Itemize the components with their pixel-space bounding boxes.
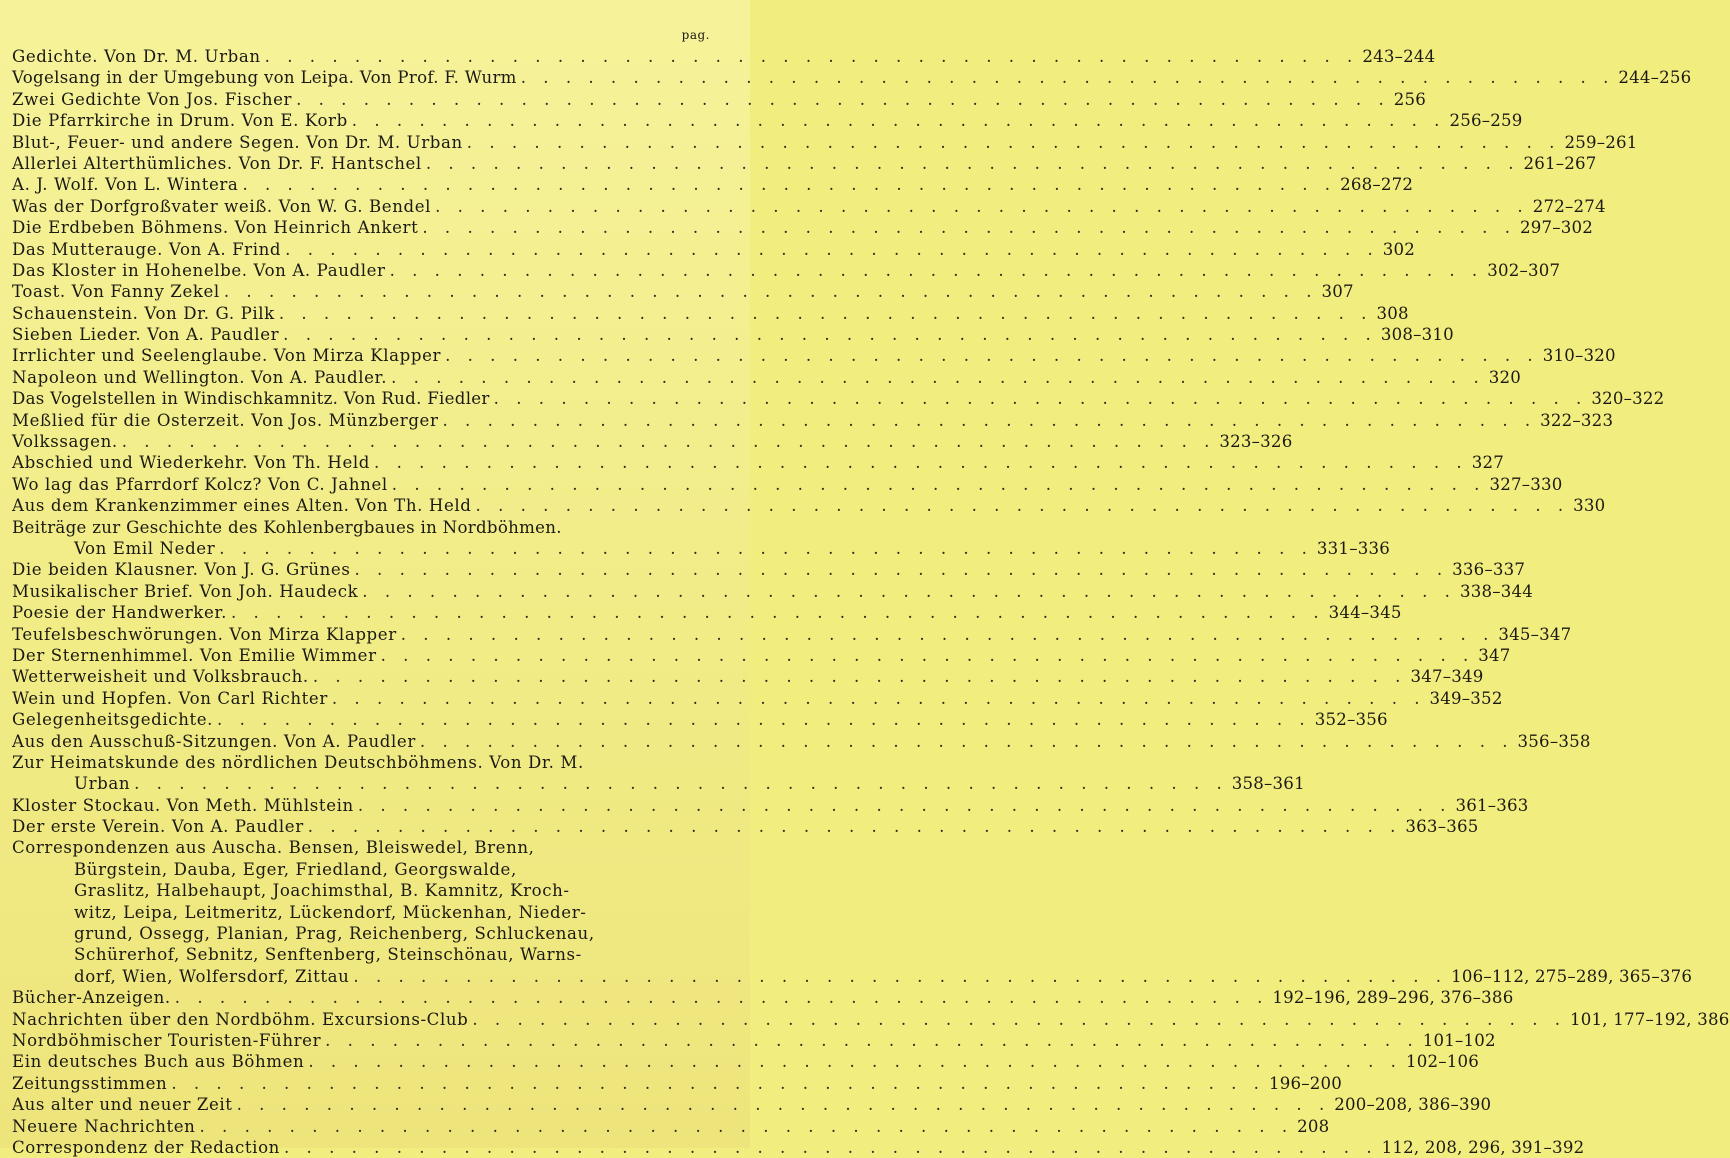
toc-pages: 323–326	[1219, 432, 1293, 452]
toc-pages: 256–259	[1449, 111, 1523, 131]
leader-dots	[308, 1051, 1402, 1072]
toc-title: Ein deutsches Buch aus Böhmen	[12, 1052, 305, 1072]
toc-title: Die beiden Klausner. Von J. G. Grünes	[12, 560, 351, 580]
toc-title: Irrlichter und Seelenglaube. Von Mirza Klapper	[12, 346, 442, 366]
toc-pages: 200–208, 386–390	[1334, 1095, 1492, 1115]
leader-dots	[175, 987, 1269, 1008]
toc-title: dorf, Wien, Wolfersdorf, Zittau	[74, 966, 350, 986]
toc-entry	[12, 602, 1402, 623]
leader-dots	[381, 645, 1475, 666]
toc-entry	[12, 452, 1504, 473]
toc-pages: 331–336	[1316, 538, 1390, 558]
toc-title: Vogelsang in der Umgebung von Leipa. Von Prof. F. Wurm	[12, 68, 517, 88]
leader-dots	[296, 89, 1390, 110]
toc-title: Musikalischer Brief. Von Joh. Haudeck	[12, 581, 359, 601]
toc-entry	[12, 388, 1665, 409]
toc-title: Neuere Nachrichten	[12, 1116, 196, 1136]
toc-title-line: Bürgstein, Dauba, Eger, Friedland, Georgswalde,	[74, 859, 517, 879]
toc-title: Wo lag das Pfarrdorf Kolcz? Von C. Jahnel	[12, 474, 388, 494]
toc-entry	[12, 324, 1454, 345]
toc-entry	[12, 1137, 1585, 1158]
toc-title: Napoleon und Wellington. Von A. Paudler.	[12, 367, 388, 387]
toc-pages: 336–337	[1452, 560, 1526, 580]
toc-title: Meßlied für die Osterzeit. Von Jos. Münzberger	[12, 410, 439, 430]
leader-dots	[134, 773, 1228, 794]
leader-dots	[284, 1137, 1378, 1158]
toc-entry	[12, 1073, 1343, 1094]
toc-pages: 102–106	[1405, 1052, 1480, 1072]
toc-title: Wetterweisheit und Volksbrauch.	[12, 667, 309, 687]
toc-title: Das Mutterauge. Von A. Frind	[12, 239, 282, 259]
toc-entry	[12, 1009, 1730, 1030]
leader-dots	[362, 581, 1456, 602]
toc-pages: 345–347	[1498, 624, 1572, 644]
leader-dots	[401, 624, 1495, 645]
leader-dots	[237, 1094, 1331, 1115]
toc-title: Von Emil Neder	[74, 538, 216, 558]
leader-dots	[494, 388, 1588, 409]
leader-dots	[352, 110, 1446, 131]
leader-dots	[354, 559, 1448, 580]
toc-title: Nordböhmischer Touristen-Führer	[12, 1030, 322, 1050]
toc-title: Blut-, Feuer- und andere Segen. Von Dr. M. Urban	[12, 132, 463, 152]
table-of-contents	[12, 46, 1730, 1158]
toc-entry	[12, 260, 1561, 281]
toc-pages: 244–256	[1618, 68, 1692, 88]
toc-title: Volkssagen.	[12, 432, 118, 452]
toc-pages: 196–200	[1268, 1073, 1343, 1093]
toc-title: Aus dem Krankenzimmer eines Alten. Von Th. Held	[12, 496, 472, 516]
toc-entry	[12, 89, 1427, 110]
toc-entry	[12, 410, 1614, 431]
leader-dots	[171, 1073, 1265, 1094]
leader-dots	[219, 538, 1313, 559]
toc-entry	[12, 987, 1514, 1008]
leader-dots	[422, 217, 1516, 238]
toc-pages: 327–330	[1489, 474, 1563, 494]
toc-title-line: Beiträge zur Geschichte des Kohlenbergbaues in Nordböhmen.	[12, 517, 562, 537]
leader-dots	[392, 474, 1486, 495]
toc-pages: 358–361	[1231, 774, 1305, 794]
toc-entry	[12, 559, 1526, 580]
toc-title: Allerlei Alterthümliches. Von Dr. F. Hantschel	[12, 153, 422, 173]
toc-pages: 352–356	[1314, 710, 1388, 730]
toc-pages: 356–358	[1517, 731, 1591, 751]
toc-pages: 308	[1376, 303, 1409, 323]
toc-pages: 363–365	[1405, 817, 1479, 837]
toc-entry	[12, 474, 1563, 495]
toc-pages: 349–352	[1429, 688, 1503, 708]
toc-entry	[12, 132, 1638, 153]
leader-dots	[374, 452, 1468, 473]
toc-pages: 302	[1382, 239, 1416, 259]
toc-entry	[12, 367, 1522, 388]
toc-pages: 259–261	[1564, 132, 1638, 152]
toc-title: Correspondenz der Redaction	[12, 1137, 280, 1157]
toc-title: Bücher-Anzeigen.	[12, 988, 171, 1008]
toc-title: Toast. Von Fanny Zekel	[12, 282, 220, 302]
toc-pages: 322–323	[1540, 410, 1614, 430]
toc-entry	[12, 688, 1503, 709]
toc-pages: 302–307	[1487, 260, 1561, 280]
toc-pages: 344–345	[1328, 603, 1402, 623]
toc-entry	[12, 303, 1409, 324]
toc-title: Zeitungsstimmen	[12, 1073, 168, 1093]
leader-dots	[353, 966, 1447, 987]
toc-pages: 208	[1297, 1116, 1330, 1136]
leader-dots	[224, 281, 1318, 302]
toc-pages: 101–102	[1422, 1030, 1496, 1050]
toc-pages: 310–320	[1542, 346, 1616, 366]
toc-title: Schauenstein. Von Dr. G. Pilk	[12, 303, 275, 323]
toc-title-line: Correspondenzen aus Auscha. Bensen, Bleiswedel, Brenn,	[12, 838, 535, 858]
toc-pages: 308–310	[1380, 325, 1454, 345]
toc-pages: 243–244	[1362, 47, 1436, 66]
leader-dots	[443, 410, 1537, 431]
leader-dots	[358, 795, 1452, 816]
toc-entry	[12, 731, 1591, 752]
leader-dots	[521, 67, 1615, 88]
leader-dots	[445, 345, 1539, 366]
toc-entry	[12, 217, 1594, 238]
toc-title: Der Sternenhimmel. Von Emilie Wimmer	[12, 645, 377, 665]
toc-title-line: Schürerhof, Sebnitz, Senftenberg, Steinschönau, Warns-	[74, 945, 582, 965]
toc-pages: 327	[1471, 453, 1504, 473]
toc-title: A. J. Wolf. Von L. Wintera	[12, 175, 239, 195]
toc-title: Urban	[74, 774, 131, 794]
toc-entry	[12, 966, 1693, 987]
toc-pages: 338–344	[1459, 581, 1533, 601]
toc-entry	[12, 709, 1388, 730]
toc-entry	[12, 645, 1511, 666]
leader-dots	[283, 324, 1377, 345]
leader-dots	[420, 731, 1514, 752]
leader-dots	[435, 196, 1529, 217]
toc-entry	[12, 1094, 1492, 1115]
leader-dots	[308, 816, 1402, 837]
toc-pages: 101, 177–192, 386	[1570, 1009, 1730, 1029]
toc-title: Das Kloster in Hohenelbe. Von A. Paudler	[12, 260, 386, 280]
toc-title: Nachrichten über den Nordböhm. Excursions-Club	[12, 1009, 469, 1029]
toc-title-line: grund, Ossegg, Planian, Prag, Reichenberg, Schluckenau,	[74, 924, 595, 944]
toc-title: Aus alter und neuer Zeit	[12, 1095, 233, 1115]
leader-dots	[467, 132, 1561, 153]
toc-entry	[12, 1051, 1480, 1072]
toc-title: Gelegenheitsgedichte.	[12, 710, 214, 730]
toc-title: Wein und Hopfen. Von Carl Richter	[12, 688, 328, 708]
toc-pages: 361–363	[1455, 795, 1529, 815]
toc-title: Der erste Verein. Von A. Paudler	[12, 817, 304, 837]
leader-dots	[472, 1009, 1566, 1030]
page-column-header: pag.	[681, 28, 710, 42]
toc-title: Kloster Stockau. Von Meth. Mühlstein	[12, 795, 354, 815]
toc-title-line: witz, Leipa, Leitmeritz, Lückendorf, Mückenhan, Nieder-	[74, 902, 587, 922]
toc-entry	[12, 795, 1529, 816]
leader-dots	[285, 239, 1379, 260]
toc-pages: 320	[1488, 367, 1522, 387]
toc-pages: 112, 208, 296, 391–392	[1381, 1137, 1585, 1157]
leader-dots	[122, 431, 1216, 452]
toc-entry	[12, 773, 1305, 794]
toc-entry	[12, 495, 1606, 516]
leader-dots	[325, 1030, 1419, 1051]
toc-entry	[12, 281, 1354, 302]
toc-pages: 256	[1393, 89, 1427, 109]
leader-dots	[332, 688, 1426, 709]
toc-pages: 347	[1478, 645, 1511, 665]
toc-entry	[12, 538, 1390, 559]
toc-title: Die Erdbeben Böhmens. Von Heinrich Ankert	[12, 218, 419, 238]
toc-entry	[12, 816, 1479, 837]
toc-entry	[12, 174, 1414, 195]
leader-dots	[391, 367, 1485, 388]
toc-title-line: Zur Heimatskunde des nördlichen Deutschböhmens. Von Dr. M.	[12, 752, 584, 772]
toc-entry	[12, 345, 1616, 366]
toc-pages: 106–112, 275–289, 365–376	[1451, 966, 1693, 986]
toc-entry	[12, 239, 1416, 260]
toc-entry	[12, 110, 1523, 131]
leader-dots	[313, 666, 1407, 687]
leader-dots	[476, 495, 1570, 516]
leader-dots	[217, 709, 1311, 730]
leader-dots	[231, 602, 1325, 623]
toc-title-line: Graslitz, Halbehaupt, Joachimsthal, B. Kamnitz, Kroch-	[74, 881, 570, 901]
toc-entry	[12, 196, 1606, 217]
leader-dots	[199, 1116, 1293, 1137]
toc-pages: 272–274	[1532, 196, 1606, 216]
toc-pages: 297–302	[1520, 218, 1594, 238]
toc-entry	[12, 153, 1597, 174]
toc-entry	[12, 624, 1572, 645]
leader-dots	[426, 153, 1520, 174]
leader-dots	[390, 260, 1484, 281]
toc-pages: 320–322	[1591, 389, 1665, 409]
toc-pages: 192–196, 289–296, 376–386	[1272, 988, 1514, 1008]
toc-title: Das Vogelstellen in Windischkamnitz. Von Rud. Fiedler	[12, 389, 490, 409]
toc-entry	[12, 666, 1484, 687]
toc-title: Zwei Gedichte Von Jos. Fischer	[12, 89, 293, 109]
toc-title: Teufelsbeschwörungen. Von Mirza Klapper	[12, 624, 397, 644]
toc-title: Die Pfarrkirche in Drum. Von E. Korb	[12, 111, 348, 131]
toc-title: Was der Dorfgroßvater weiß. Von W. G. Bendel	[12, 196, 432, 216]
leader-dots	[265, 46, 1359, 67]
toc-title: Sieben Lieder. Von A. Paudler	[12, 325, 280, 345]
toc-pages: 268–272	[1340, 175, 1414, 195]
toc-title: Poesie der Handwerker.	[12, 603, 227, 623]
toc-entry	[12, 1116, 1330, 1137]
toc-entry	[12, 67, 1692, 88]
leader-dots	[279, 303, 1373, 324]
toc-entry	[12, 46, 1436, 67]
toc-pages: 330	[1573, 496, 1606, 516]
toc-title: Aus den Ausschuß-Sitzungen. Von A. Paudler	[12, 731, 416, 751]
toc-entry	[12, 1030, 1496, 1051]
toc-pages: 261–267	[1523, 153, 1597, 173]
toc-pages: 347–349	[1410, 667, 1484, 687]
toc-title: Gedichte. Von Dr. M. Urban	[12, 47, 261, 66]
toc-entry	[12, 581, 1533, 602]
toc-title: Abschied und Wiederkehr. Von Th. Held	[12, 453, 371, 473]
leader-dots	[242, 174, 1336, 195]
toc-entry	[12, 431, 1293, 452]
toc-pages: 307	[1321, 282, 1354, 302]
